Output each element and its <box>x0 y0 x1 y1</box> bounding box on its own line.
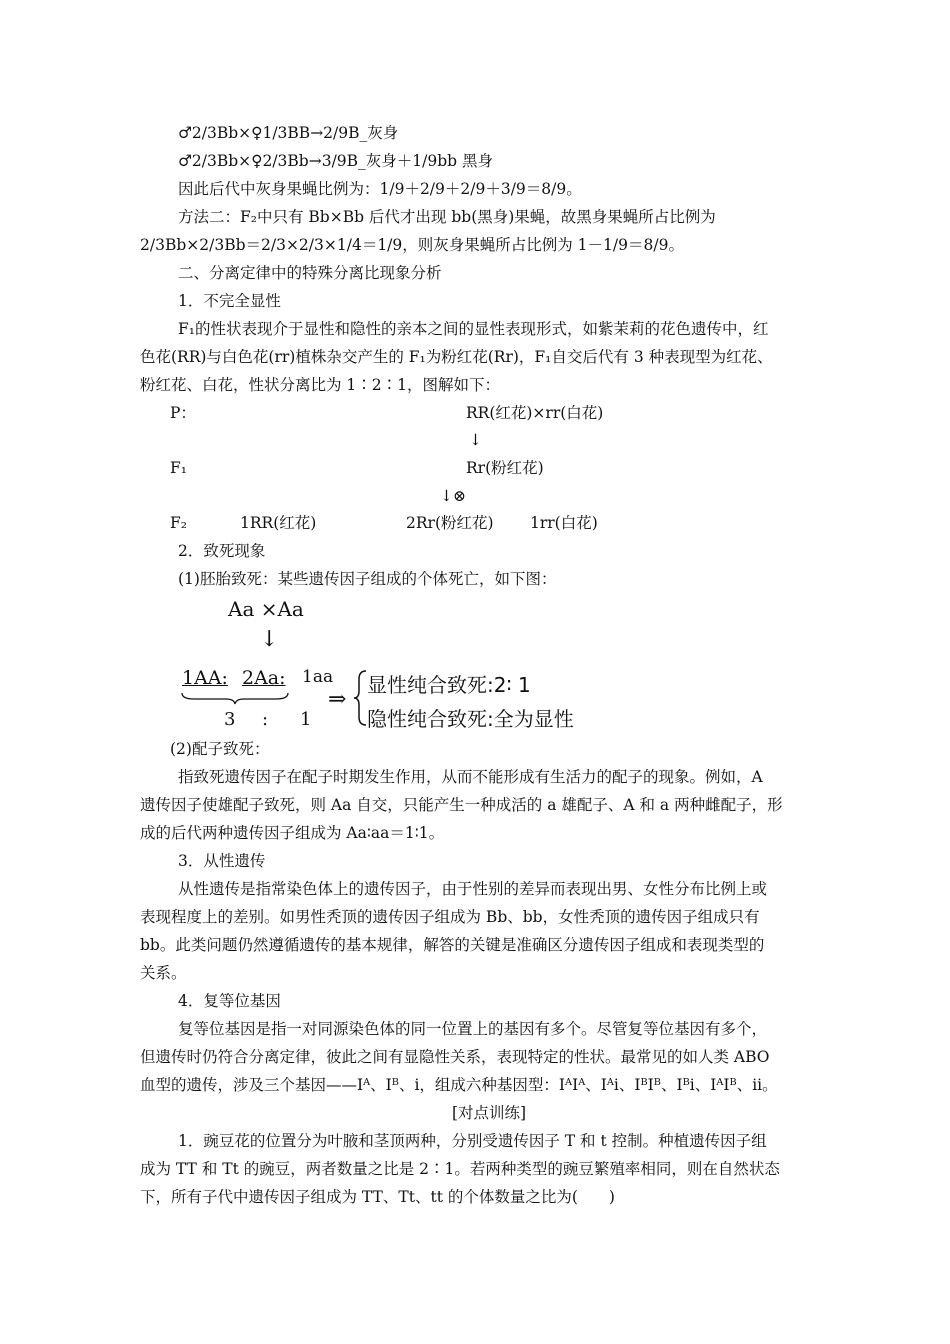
ratio-one: 1 <box>300 709 312 730</box>
text-line: 但遗传时仍符合分离定律，彼此之间有显隐性关系，表现特定的性状。最常见的如人类 ABO <box>140 1048 770 1066</box>
ratio-three: 3 <box>224 709 236 730</box>
lethal-diagram <box>170 595 630 735</box>
genotype-aa-recessive: 1aa <box>302 667 334 687</box>
subsection-heading: 1．不完全显性 <box>178 292 281 310</box>
text-line: 从性遗传是指常染色体上的遗传因子，由于性别的差异而表现出男、女性分布比例上或 <box>178 880 768 898</box>
result-recessive-lethal: 隐性纯合致死:全为显性 <box>367 707 574 731</box>
question-line: 1．豌豆花的位置分为叶腋和茎顶两种，分别受遗传因子 T 和 t 控制。种植遗传因子组 <box>178 1132 767 1150</box>
text-line: F₁的性状表现介于显性和隐性的亲本之间的显性表现形式，如紫茉莉的花色遗传中，红 <box>178 320 769 338</box>
text-line: (1)胚胎致死：某些遗传因子组成的个体死亡，如下图： <box>178 570 557 588</box>
text-line: 表现程度上的差别。如男性秃顶的遗传因子组成为 Bb、bb，女性秃顶的遗传因子组成只有 <box>140 908 760 926</box>
lethal-cross: Aa ×Aa <box>228 597 304 621</box>
cross-f1-label: F₁ <box>170 459 187 477</box>
subsection-heading: 2．致死现象 <box>178 542 266 560</box>
cross-f2-rr-pink: 2Rr(粉红花) <box>406 514 494 532</box>
question-line: 成为 TT 和 Tt 的豌豆，两者数量之比是 2∶1。若两种类型的豌豆繁殖率相同，则在自然状态 <box>140 1160 780 1178</box>
underbrace-icon <box>180 691 290 705</box>
text-line: 血型的遗传，涉及三个基因——Iᴬ、Iᴮ、i，组成六种基因型：IᴬIᴬ、Iᴬi、IᴮIᴮ、Iᴮi、IᴬIᴮ、ii。 <box>140 1076 778 1094</box>
subsection-heading: 4．复等位基因 <box>178 992 281 1010</box>
down-arrow-icon: ↓ <box>260 627 279 652</box>
cross-p-value: RR(红花)×rr(白花) <box>466 404 604 422</box>
text-line: 指致死遗传因子在配子时期发生作用，从而不能形成有生活力的配子的现象。例如，A <box>178 768 763 786</box>
genotype-aa-hetero: 2Aa: <box>242 667 286 689</box>
text-line: 因此后代中灰身果蝇比例为：1/9＋2/9＋2/9＋3/9＝8/9。 <box>178 180 582 198</box>
selfing-arrow-icon: ↓⊗ <box>440 487 466 505</box>
text-line: 关系。 <box>140 964 187 982</box>
question-line: 下，所有子代中遗传因子组成为 TT、Tt、tt 的个体数量之比为( ) <box>140 1188 615 1206</box>
result-dominant-lethal: 显性纯合致死:2∶ 1 <box>367 673 531 697</box>
text-line: 复等位基因是指一对同源染色体的同一位置上的基因有多个。尽管复等位基因有多个， <box>178 1020 768 1038</box>
text-line: 粉红花、白花，性状分离比为 1∶2∶1，图解如下： <box>140 376 501 394</box>
genotype-aa-dominant: 1AA: <box>182 667 228 689</box>
ratio-colon: : <box>262 709 269 730</box>
down-arrow-icon: ↓ <box>469 431 482 449</box>
text-line: ♂2/3Bb×♀2/3Bb→3/9B_灰身＋1/9bb 黑身 <box>178 152 494 170</box>
subsection-heading: 3．从性遗传 <box>178 852 266 870</box>
implies-arrow-icon: ⇒ <box>328 687 347 712</box>
section-heading: 二、分离定律中的特殊分离比现象分析 <box>178 264 442 282</box>
cross-f2-rr-white: 1rr(白花) <box>530 514 598 532</box>
text-line: 色花(RR)与白色花(rr)植株杂交产生的 F₁为粉红花(Rr)，F₁自交后代有 3 种表现型为红花、 <box>140 348 773 366</box>
cross-f1-value: Rr(粉红花) <box>466 459 544 477</box>
text-line: 遗传因子使雄配子致死，则 Aa 自交，只能产生一种成活的 a 雄配子、A 和 a 两种雌配子，形 <box>140 796 783 814</box>
text-line: 2/3Bb×2/3Bb＝2/3×2/3×1/4＝1/9，则灰身果蝇所占比例为 1－1/9＝8/9。 <box>140 236 684 254</box>
text-line: 成的后代两种遗传因子组成为 Aa∶aa＝1∶1。 <box>140 824 445 842</box>
text-line: bb。此类问题仍然遵循遗传的基本规律，解答的关键是准确区分遗传因子组成和表现类型的 <box>140 936 765 954</box>
cross-p-label: P： <box>170 404 196 422</box>
text-line: ♂2/3Bb×♀1/3BB→2/9B_灰身 <box>178 124 399 142</box>
training-heading: [对点训练] <box>452 1104 527 1122</box>
cross-f2-rr: 1RR(红花) <box>240 514 317 532</box>
cross-f2-label: F₂ <box>170 514 187 532</box>
text-line: (2)配子致死： <box>170 740 270 758</box>
text-line: 方法二：F₂中只有 Bb×Bb 后代才出现 bb(黑身)果蝇，故黑身果蝇所占比例为 <box>178 208 716 226</box>
